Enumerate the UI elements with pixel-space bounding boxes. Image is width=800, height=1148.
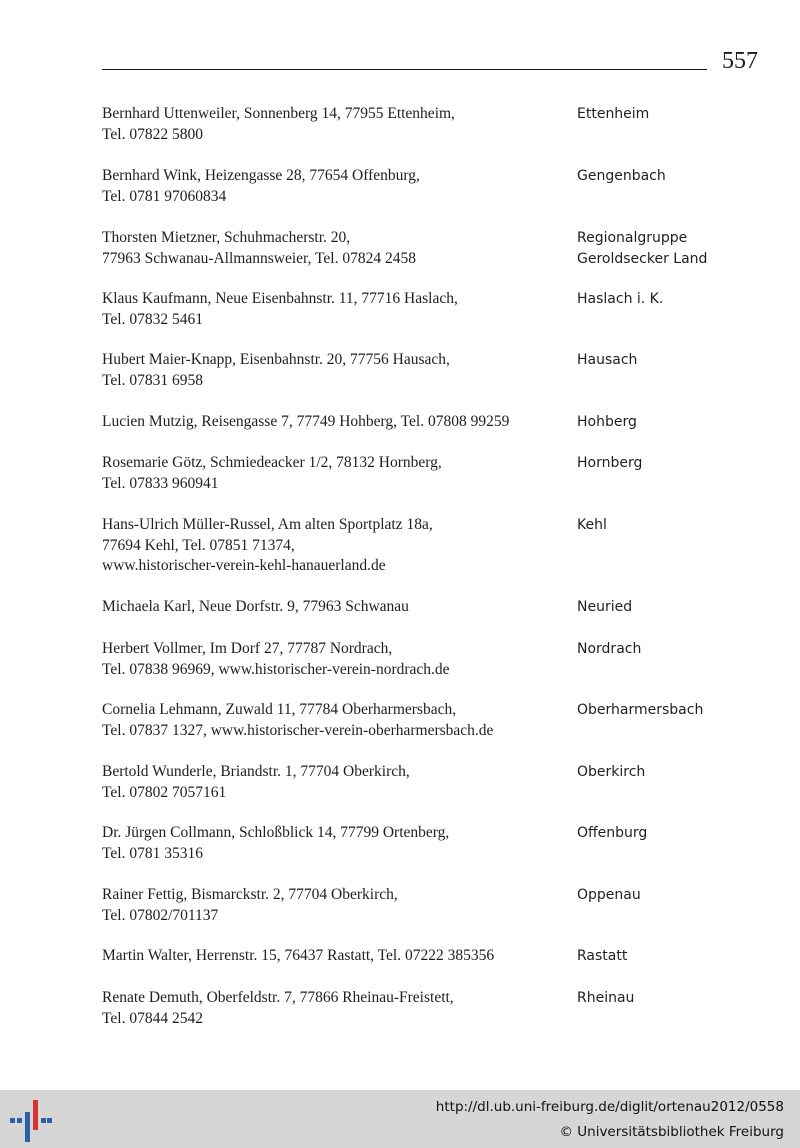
contact-address [102,700,572,741]
location-label [577,166,777,187]
address-line: Lucien Mutzig, Reisengasse 7, 77749 Hohberg, Tel. 07808 99259 [102,413,510,430]
address-line: Tel. 07844 2542 [102,1009,203,1027]
address-line: Hans-Ulrich Müller-Russel, Am alten Sportplatz 18a, [102,516,433,533]
location-label [577,104,777,125]
location-line: Hohberg [577,414,637,430]
location-label [577,988,777,1009]
address-line: Tel. 07822 5800 [102,125,203,143]
location-line: Neuried [577,599,633,615]
location-label [577,515,777,536]
address-line: Tel. 07838 96969, www.historischer-verein-nordrach.de [102,660,450,678]
location-label [577,762,777,783]
contact-address [102,762,572,803]
location-line: Oppenau [577,887,641,903]
location-line: Ettenheim [577,106,650,122]
address-line: Tel. 07832 5461 [102,310,203,328]
contact-address [102,885,572,926]
location-line: Haslach i. K. [577,291,664,307]
address-line: 77963 Schwanau-Allmannsweier, Tel. 07824 2458 [102,249,416,267]
source-url[interactable]: http://dl.ub.uni-freiburg.de/diglit/ortenau2012/0558 [435,1099,784,1115]
location-label [577,350,777,371]
contact-address [102,350,572,391]
location-line: Hornberg [577,455,643,471]
location-label [577,597,777,618]
address-line: Rainer Fettig, Bismarckstr. 2, 77704 Oberkirch, [102,886,398,903]
address-line: Tel. 07833 960941 [102,474,219,492]
contact-address [102,946,572,967]
location-label [577,289,777,310]
address-line: Hubert Maier-Knapp, Eisenbahnstr. 20, 77756 Hausach, [102,351,450,368]
address-line: Tel. 0781 35316 [102,844,203,862]
location-line: Oberkirch [577,764,646,780]
address-line: Martin Walter, Herrenstr. 15, 76437 Rastatt, Tel. 07222 385356 [102,947,495,964]
location-line: Geroldsecker Land [577,250,708,267]
location-label [577,453,777,474]
address-line: Renate Demuth, Oberfeldstr. 7, 77866 Rheinau-Freistett, [102,989,454,1006]
contact-address [102,104,572,145]
location-label [577,228,777,269]
location-line: Regionalgruppe [577,230,688,246]
address-line: Rosemarie Götz, Schmiedeacker 1/2, 78132 Hornberg, [102,454,442,471]
location-line: Rastatt [577,948,628,964]
contact-address [102,597,572,618]
address-line: Dr. Jürgen Collmann, Schloßblick 14, 77799 Ortenberg, [102,824,450,841]
location-label [577,639,777,660]
header-rule [102,69,707,70]
location-line: Gengenbach [577,168,666,184]
contact-address [102,515,572,577]
contact-address [102,412,572,433]
address-line: Cornelia Lehmann, Zuwald 11, 77784 Oberharmersbach, [102,701,457,718]
location-line: Offenburg [577,825,648,841]
footer-bar [0,1090,800,1148]
address-line: Bernhard Wink, Heizengasse 28, 77654 Offenburg, [102,167,420,184]
address-line: Herbert Vollmer, Im Dorf 27, 77787 Nordrach, [102,640,393,657]
address-line: Bernhard Uttenweiler, Sonnenberg 14, 77955 Ettenheim, [102,105,455,122]
location-label [577,885,777,906]
contact-address [102,988,572,1029]
address-line: Tel. 07802 7057161 [102,783,227,801]
contact-address [102,166,572,207]
address-line: Tel. 07837 1327, www.historischer-verein-oberharmersbach.de [102,721,494,739]
copyright-notice: © Universitätsbibliothek Freiburg [559,1124,784,1140]
address-line: Tel. 07831 6958 [102,371,203,389]
location-line: Nordrach [577,641,642,657]
address-line: Bertold Wunderle, Briandstr. 1, 77704 Oberkirch, [102,763,410,780]
address-line: Tel. 0781 97060834 [102,187,227,205]
location-line: Rheinau [577,990,635,1006]
ub-freiburg-logo-icon [8,1098,52,1142]
location-line: Kehl [577,517,607,533]
location-line: Hausach [577,352,638,368]
location-label [577,412,777,433]
contact-address [102,453,572,494]
address-line: 77694 Kehl, Tel. 07851 71374, [102,536,295,554]
contact-address [102,228,572,269]
address-line: Michaela Karl, Neue Dorfstr. 9, 77963 Schwanau [102,598,409,615]
location-label [577,946,777,967]
address-line: Thorsten Mietzner, Schuhmacherstr. 20, [102,229,351,246]
contact-address [102,823,572,864]
location-label [577,823,777,844]
address-line: www.historischer-verein-kehl-hanauerland.de [102,557,386,574]
location-label [577,700,777,721]
contact-address [102,639,572,680]
contact-address [102,289,572,330]
page-number: 557 [722,48,758,74]
location-line: Oberharmersbach [577,702,704,718]
address-line: Klaus Kaufmann, Neue Eisenbahnstr. 11, 77716 Haslach, [102,290,458,307]
address-line: Tel. 07802/701137 [102,906,219,924]
